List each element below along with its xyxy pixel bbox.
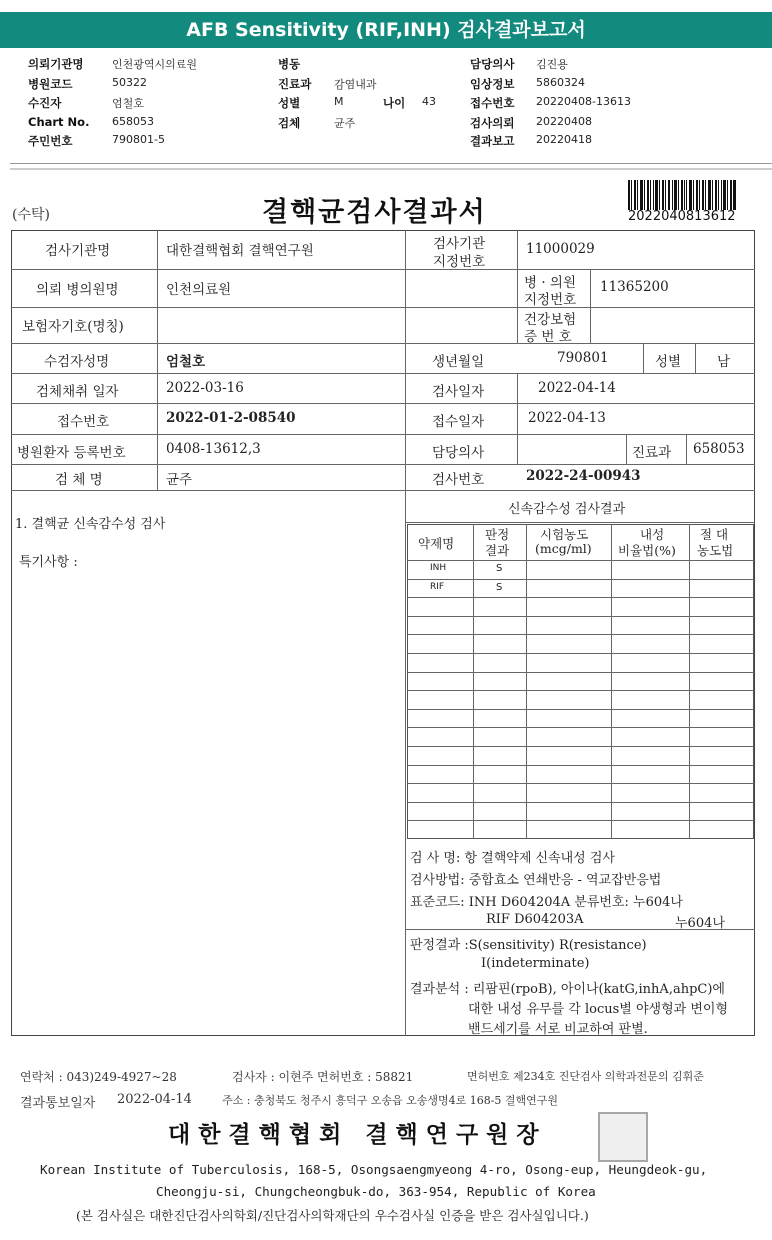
clinic-value: 5860324 [536, 76, 585, 89]
insurer-label: 보험자기호(명칭) [22, 319, 124, 335]
method-code-1: 표준코드: INH D604204A 분류번호: 누604나 [410, 895, 683, 910]
testdate-value: 2022-04-14 [538, 380, 616, 396]
reqhosp-label: 의뢰 병의원명 [36, 282, 119, 298]
reqhosp-value: 인천의료원 [166, 282, 232, 298]
ward-label: 병동 [278, 57, 301, 71]
birth-value: 790801 [557, 350, 609, 366]
english-address-1: Korean Institute of Tuberculosis, 168-5, Osongsaengmyeong 4-ro, Osong-eup, Heungdeok-gu, [40, 1162, 708, 1177]
report-label: 결과보고 [470, 134, 515, 148]
method-code-2: RIF D604203A [486, 912, 584, 927]
contact: 연락처 : 043)249-4927~28 [20, 1070, 177, 1084]
result-table-title: 신속감수성 검사결과 [508, 502, 626, 517]
healthcard-label-1: 건강보험 [524, 312, 577, 328]
recv-label: 접수번호 [470, 96, 515, 110]
judge-1: 판정결과 :S(sensitivity) R(resistance) [410, 938, 647, 953]
clinic-label: 임상정보 [470, 77, 515, 91]
hospno-label-1: 병 · 의원 [524, 275, 576, 291]
col-conc-1: 시험농도 [540, 527, 589, 542]
collect-label: 검체채취 일자 [36, 384, 119, 400]
result-drug: RIF [430, 581, 445, 592]
result-table [407, 524, 754, 839]
healthcard-label-2: 증 번 호 [524, 329, 572, 345]
recvno-label: 접수번호 [57, 414, 110, 430]
col-drug: 약제명 [418, 536, 455, 551]
result-row-line [407, 783, 754, 784]
col-abs-1: 절 대 [700, 527, 729, 542]
dept-label: 진료과 [278, 77, 312, 91]
collect-value: 2022-03-16 [166, 380, 244, 396]
testdate-label: 검사일자 [432, 384, 485, 400]
recv-value: 20220408-13613 [536, 95, 631, 108]
analysis-3: 밴드세기를 서로 비교하여 판별. [468, 1022, 648, 1037]
recvdate-label: 접수일자 [432, 414, 485, 430]
name-label: 수검자성명 [44, 354, 110, 370]
report-date: 2022-04-14 [117, 1092, 192, 1107]
birth-label: 생년월일 [432, 354, 485, 370]
result-row-line [407, 579, 754, 580]
hospital-label: 의뢰기관명 [28, 57, 84, 71]
labno-label-2: 지정번호 [433, 254, 486, 270]
doctor-value: 김진용 [536, 58, 568, 71]
chart-value: 658053 [112, 115, 154, 128]
col-judge-1: 판정 [485, 527, 510, 542]
hospcode-label: 병원코드 [28, 77, 73, 91]
sex-value: M [334, 95, 344, 108]
result-row-line [407, 709, 754, 710]
lab-label: 검사기관명 [45, 243, 111, 259]
sex-value: 남 [717, 354, 731, 370]
judge-2: I(indeterminate) [481, 956, 590, 971]
barcode-image [628, 180, 736, 210]
sex-label: 성별 [655, 354, 682, 370]
recvno-value: 2022-01-2-08540 [166, 410, 296, 426]
regno-value: 0408-13612,3 [166, 441, 261, 457]
result-row-line [407, 802, 754, 803]
dept-label: 진료과 [632, 445, 672, 461]
method-method: 검사방법: 중합효소 연쇄반응 - 역교잡반응법 [410, 873, 662, 888]
specimen-label: 검 체 명 [55, 472, 103, 488]
testno-value: 2022-24-00943 [526, 468, 641, 484]
dept-value: 감염내과 [334, 78, 377, 91]
english-address-2: Cheongju-si, Chungcheongbuk-do, 363-954, Republic of Korea [156, 1184, 596, 1199]
patient-value: 엄철호 [112, 97, 144, 110]
test-item: 1. 결핵균 신속감수성 검사 [15, 517, 166, 532]
specimen-value: 균주 [334, 117, 356, 130]
result-row-line [407, 820, 754, 821]
result-row-line [407, 746, 754, 747]
req-label: 검사의뢰 [470, 116, 515, 130]
result-row-line [407, 653, 754, 654]
consignment-label: (수탁) [12, 207, 50, 223]
remarks-label: 특기사항 : [19, 555, 78, 570]
method-code-2b: 누604나 [675, 916, 725, 931]
specimen-label: 검체 [278, 116, 301, 130]
doctor-label: 담당의사 [470, 57, 515, 71]
result-drug: INH [430, 563, 447, 573]
result-row-line [407, 634, 754, 635]
doctor-label: 담당의사 [432, 445, 485, 461]
specimen-value: 균주 [166, 472, 193, 488]
chart-label: Chart No. [28, 115, 90, 129]
result-row-line [407, 597, 754, 598]
hospno-value: 11365200 [600, 279, 669, 295]
age-label: 나이 [383, 96, 406, 110]
lab-value: 대한결핵협회 결핵연구원 [166, 243, 314, 259]
sex-label: 성별 [278, 96, 301, 110]
license: 면허번호 제234호 진단검사 의학과전문의 김휘준 [467, 1070, 704, 1083]
report-header [0, 54, 772, 154]
official-seal [598, 1112, 648, 1162]
age-value: 43 [422, 95, 436, 108]
rrn-label: 주민번호 [28, 134, 73, 148]
result-judgement: S [496, 581, 503, 593]
name-value: 엄철호 [166, 354, 206, 370]
labno-label-1: 검사기관 [433, 236, 486, 252]
report-title: AFB Sensitivity (RIF,INH) 검사결과보고서 [0, 12, 772, 48]
labno-value: 11000029 [526, 241, 595, 257]
col-ratio-2: 비율법(%) [618, 543, 676, 558]
col-conc-2: (mcg/ml) [535, 541, 592, 556]
req-value: 20220408 [536, 115, 592, 128]
hospcode-value: 50322 [112, 76, 147, 89]
col-abs-2: 농도법 [697, 543, 734, 558]
result-row-line [407, 727, 754, 728]
header-divider [10, 163, 772, 170]
result-judgement: S [496, 563, 503, 574]
result-row-line [407, 765, 754, 766]
col-ratio-1: 내성 [640, 527, 665, 542]
hospital-value: 인천광역시의료원 [112, 58, 198, 71]
report-value: 20220418 [536, 133, 592, 146]
tester: 검사자 : 이현주 면허번호 : 58821 [232, 1070, 414, 1084]
analysis-2: 대한 내성 유무를 각 locus별 야생형과 변이형 [468, 1002, 729, 1017]
barcode-number: 2022040813612 [628, 209, 736, 224]
result-document [0, 172, 772, 1240]
regno-label: 병원환자 등록번호 [17, 445, 126, 461]
col-judge-2: 결과 [485, 543, 510, 558]
recvdate-value: 2022-04-13 [528, 410, 606, 426]
analysis-1: 결과분석 : 리팜핀(rpoB), 아이나(katG,inhA,ahpC)에 [410, 982, 725, 997]
patient-label: 수진자 [28, 96, 62, 110]
method-name: 검 사 명: 항 결핵약제 신속내성 검사 [410, 851, 615, 866]
document-title: 결핵균검사결과서 [262, 197, 487, 228]
address: 주소 : 충청북도 청주시 흥덕구 오송읍 오송생명4로 168-5 결핵연구원 [222, 1094, 559, 1107]
certification-note: (본 검사실은 대한진단검사의학회/진단검사의학재단의 우수검사실 인증을 받은 검사실입니다.) [76, 1208, 589, 1223]
result-row-line [407, 616, 754, 617]
rrn-value: 790801-5 [112, 133, 165, 146]
result-row-line [407, 672, 754, 673]
organization-name: 대한결핵협회 결핵연구원장 [168, 1121, 547, 1148]
report-date-label: 결과통보일자 [20, 1096, 96, 1111]
result-row-line [407, 560, 754, 561]
testno-label: 검사번호 [432, 472, 485, 488]
hospno-label-2: 지정번호 [524, 292, 577, 308]
result-row-line [407, 690, 754, 691]
dept-value: 658053 [693, 441, 745, 457]
